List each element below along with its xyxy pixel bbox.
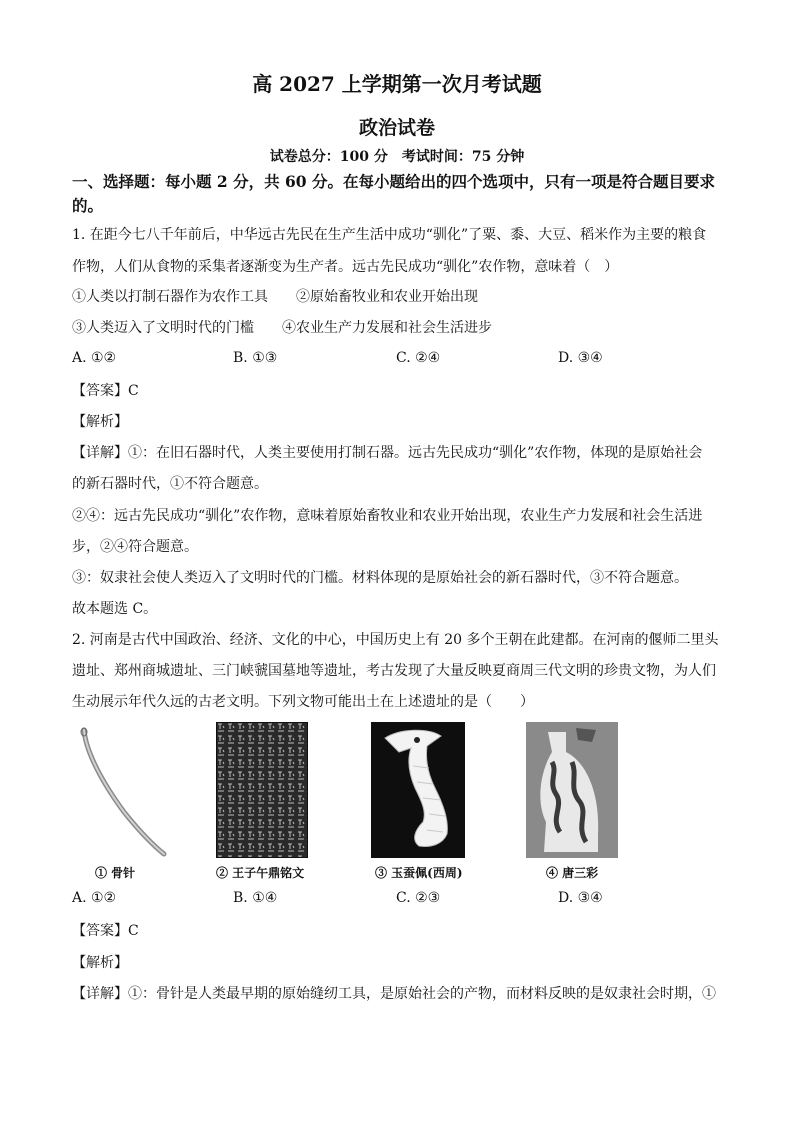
ding-inscription-image	[216, 722, 308, 858]
q2-option-c: C. ②③	[396, 890, 441, 906]
section-heading-line-1: 一、选择题：每小题 2 分，共 60 分。在每小题给出的四个选项中，只有一项是符合题目要求	[72, 172, 715, 191]
q2-detail-line-1: 【详解】①：骨针是人类最早期的原始缝纫工具，是原始社会的产物，而材料反映的是奴隶社会时期，①	[72, 986, 716, 1002]
exam-meta: 试卷总分：100 分 考试时间：75 分钟	[269, 149, 525, 165]
q1-option-d: D. ③④	[558, 350, 603, 366]
q1-detail-line-3: ②④：远古先民成功“驯化”农作物，意味着原始畜牧业和农业开始出现，农业生产力发展和社会生活进	[72, 508, 703, 524]
q1-answer: 【答案】C	[72, 383, 139, 399]
bone-needle-image	[72, 722, 176, 858]
q1-detail-line-5: ③：奴隶社会使人类迈入了文明时代的门槛。材料体现的是原始社会的新石器时代，③不符合题意。	[72, 570, 688, 586]
q1-analysis-heading: 【解析】	[72, 414, 128, 430]
q1-items-line-2: ③人类迈入了文明时代的门槛 ④农业生产力发展和社会生活进步	[72, 320, 492, 336]
q1-detail-line-1: 【详解】①：在旧石器时代，人类主要使用打制石器。远古先民成功“驯化”农作物，体现的是原始社会	[72, 445, 703, 461]
q1-option-b: B. ①③	[233, 350, 278, 366]
q1-stem-line-2: 作物，人们从食物的采集者逐渐变为生产者。远古先民成功“驯化”农作物，意味着（ ）	[72, 259, 619, 275]
figure-caption-3: ③ 玉蚕佩(西周)	[375, 866, 463, 880]
q2-option-a: A. ①②	[72, 890, 117, 906]
q2-answer: 【答案】C	[72, 923, 139, 939]
exam-subtitle: 政治试卷	[358, 117, 435, 139]
q2-option-d: D. ③④	[558, 890, 603, 906]
exam-title: 高 2027 上学期第一次月考试题	[252, 72, 542, 96]
jade-silkworm-image	[371, 722, 465, 858]
q1-option-c: C. ②④	[396, 350, 441, 366]
q1-option-a: A. ①②	[72, 350, 117, 366]
figure-caption-4: ④ 唐三彩	[546, 866, 599, 880]
q2-option-b: B. ①④	[233, 890, 278, 906]
q1-stem-line-1: 1. 在距今七八千年前后，中华远古先民在生产生活中成功“驯化”了粟、黍、大豆、稻米作为主要的粮食	[72, 227, 707, 243]
q2-stem-line-3: 生动展示年代久远的古老文明。下列文物可能出土在上述遗址的是（ ）	[72, 694, 534, 710]
figure-caption-2: ② 王子午鼎铭文	[216, 866, 305, 880]
tang-sancai-image	[526, 722, 618, 858]
figure-caption-1: ① 骨针	[95, 866, 136, 880]
q2-stem-line-2: 遗址、郑州商城遗址、三门峡虢国墓地等遗址，考古发现了大量反映夏商周三代文明的珍贵文物，为人们	[72, 663, 716, 679]
q1-items-line-1: ①人类以打制石器作为农作工具 ②原始畜牧业和农业开始出现	[72, 289, 478, 305]
q1-detail-line-4: 步，②④符合题意。	[72, 539, 198, 555]
q2-stem-line-1: 2. 河南是古代中国政治、经济、文化的中心，中国历史上有 20 多个王朝在此建都。在河南的偃师二里头	[72, 632, 719, 648]
q1-detail-line-2: 的新石器时代，①不符合题意。	[72, 476, 268, 492]
section-heading-line-2: 的。	[72, 196, 104, 215]
q1-detail-line-6: 故本题选 C。	[72, 601, 158, 617]
q2-analysis-heading: 【解析】	[72, 955, 128, 971]
